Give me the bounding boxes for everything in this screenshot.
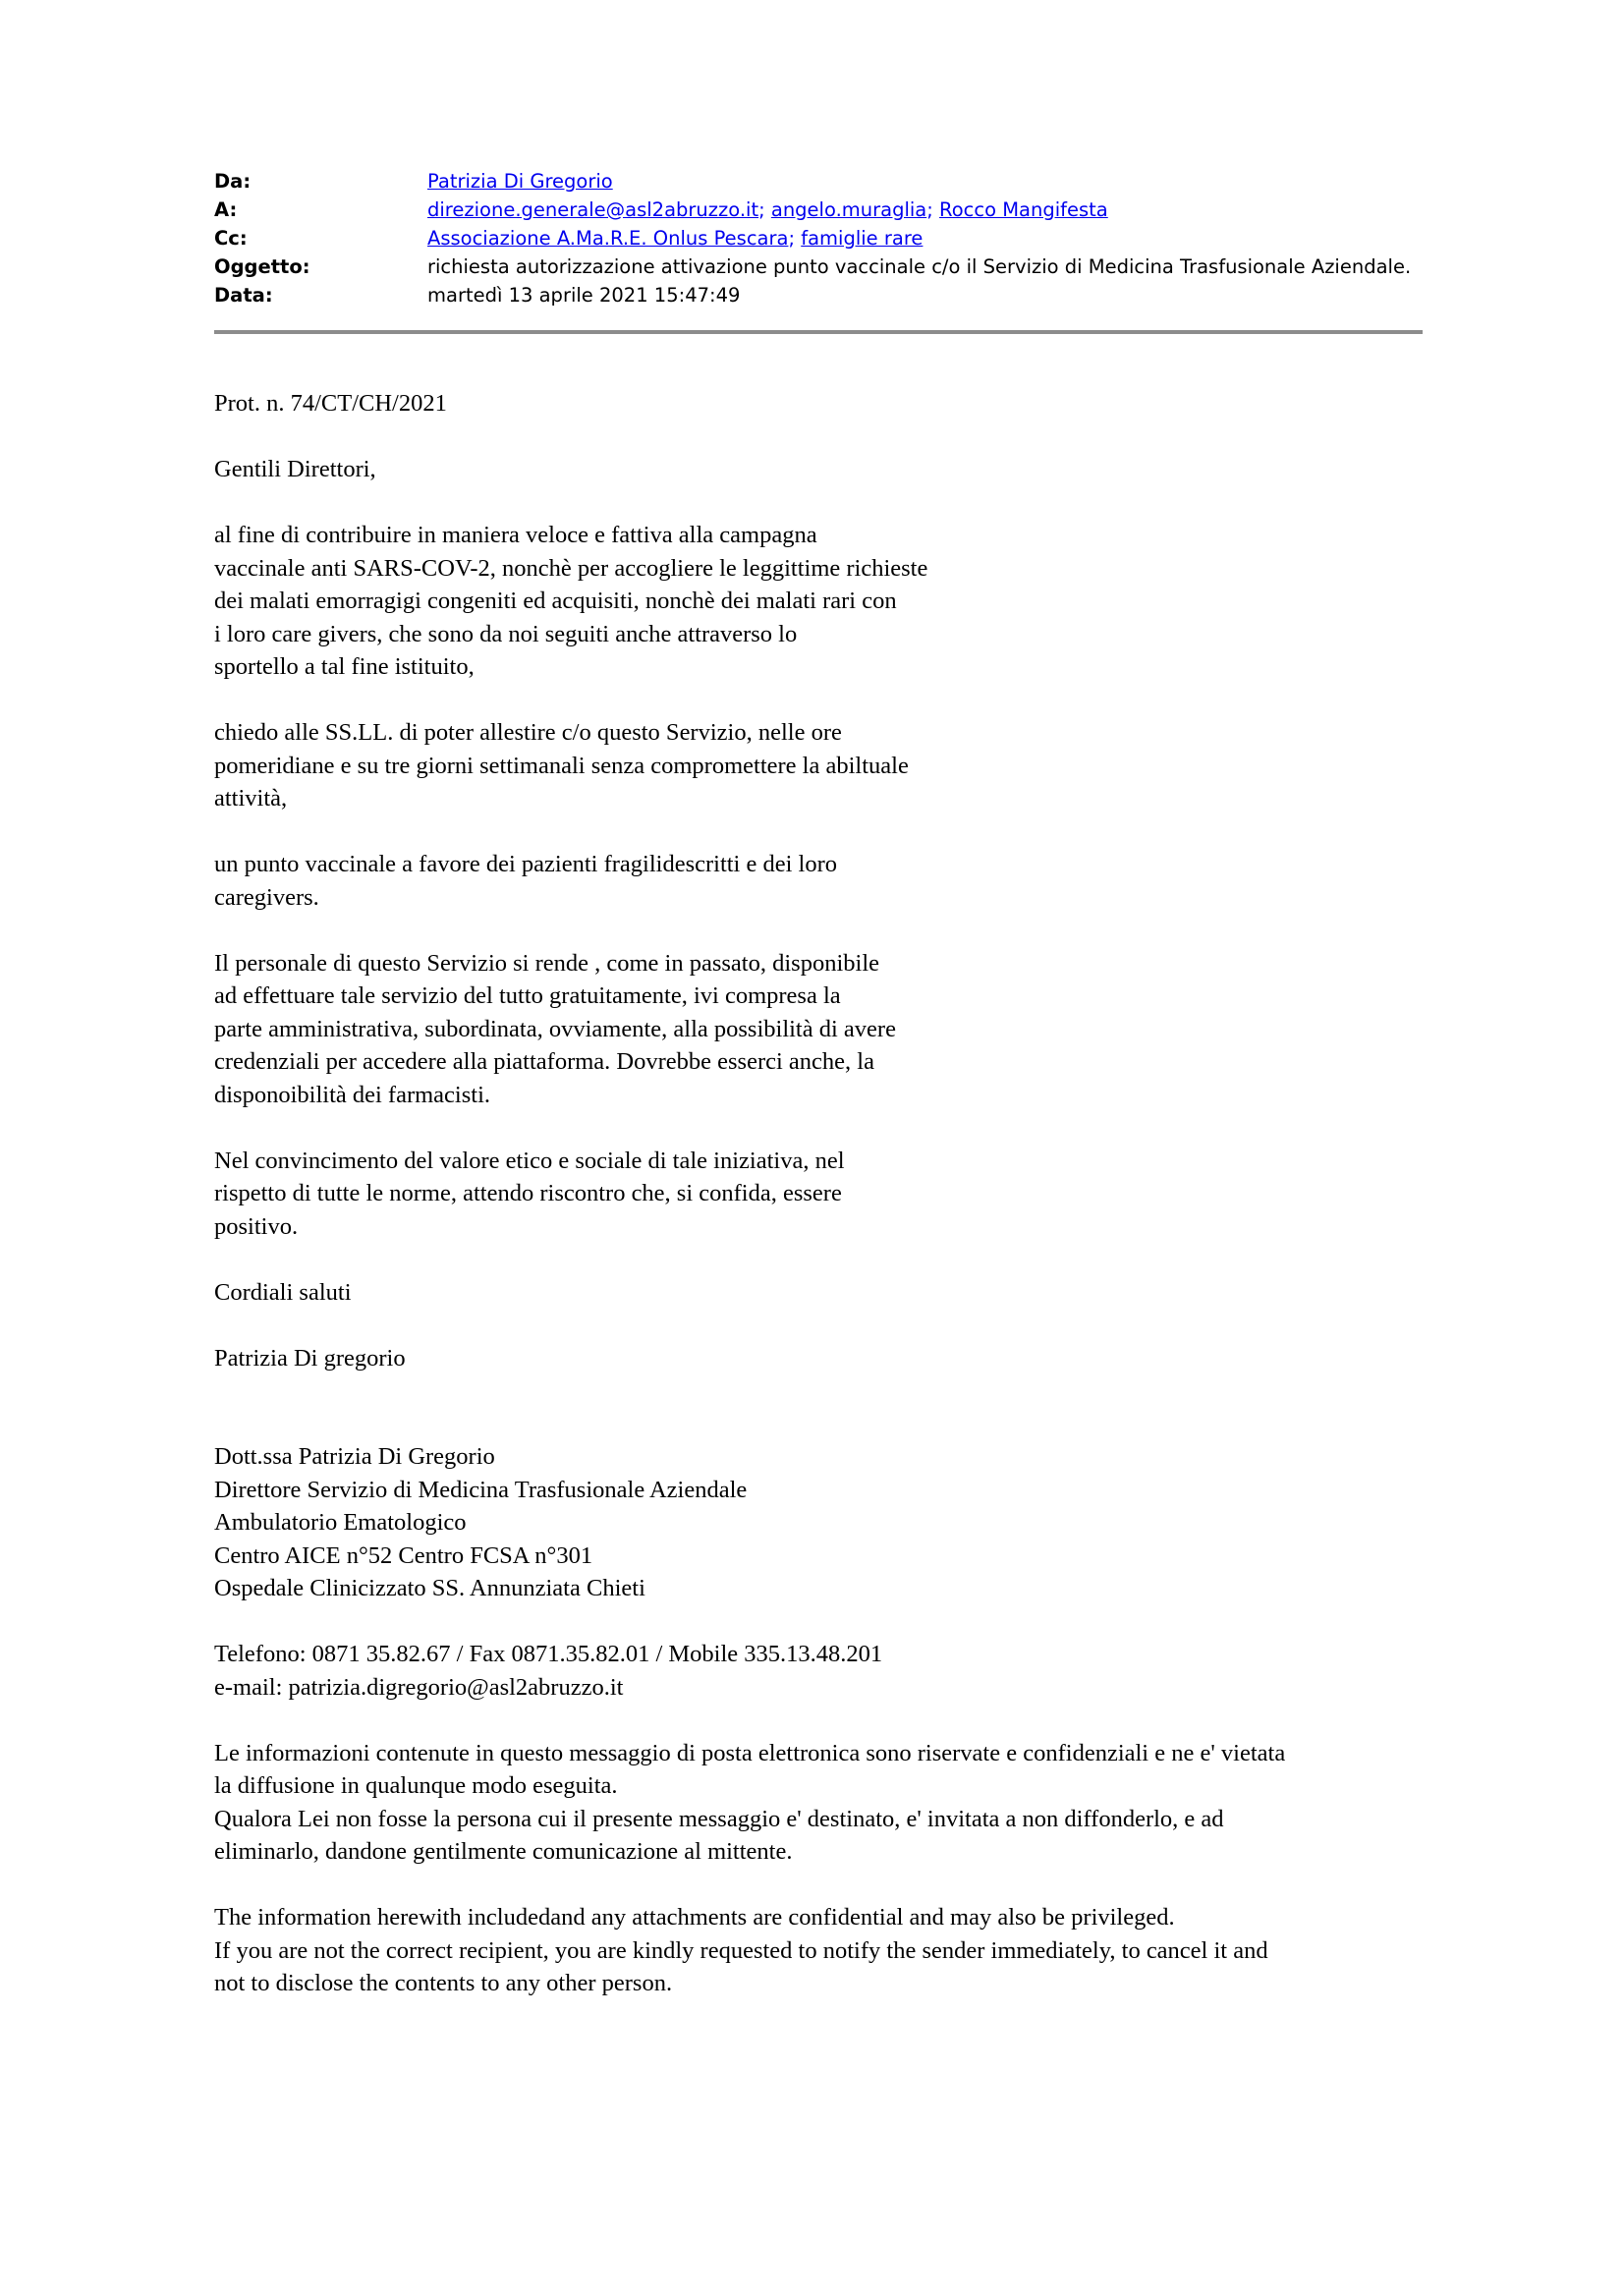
cc-label: Cc: xyxy=(214,227,248,250)
date-row xyxy=(214,281,1423,309)
signature-block: Dott.ssa Patrizia Di Gregorio Direttore Servizio di Medicina Trasfusionale Aziendale Ambulatorio Ematologico Centro AICE n°52 Centro FCSA n°301 Ospedale Clinicizzato SS. Annunziata Chieti xyxy=(214,1443,748,1601)
cc-recipient-link[interactable]: Associazione A.Ma.R.E. Onlus Pescara xyxy=(427,227,789,250)
greeting: Gentili Direttori, xyxy=(214,456,376,482)
recipient-separator: ; xyxy=(926,198,933,221)
to-row xyxy=(214,196,1423,224)
protocol-number: Prot. n. 74/CT/CH/2021 xyxy=(214,390,447,417)
to-value xyxy=(427,196,1423,224)
from-value xyxy=(427,167,1423,196)
from-row xyxy=(214,167,1423,196)
sender-link[interactable]: Patrizia Di Gregorio xyxy=(427,170,613,193)
cc-row xyxy=(214,224,1423,252)
email-body xyxy=(214,387,1423,2033)
date-label: Data: xyxy=(214,284,273,307)
subject-value: richiesta autorizzazione attivazione punto vaccinale c/o il Servizio di Medicina Trasfusionale Aziendale. xyxy=(427,255,1412,278)
recipient-link[interactable]: Rocco Mangifesta xyxy=(939,198,1108,221)
to-label: A: xyxy=(214,198,238,221)
signature-name: Patrizia Di gregorio xyxy=(214,1344,406,1372)
closing: Cordiali saluti xyxy=(214,1278,352,1306)
disclaimer-italian: Le informazioni contenute in questo messaggio di posta elettronica sono riservate e confidenziali e ne e' vietata la diffusione in qualunque modo eseguita. Qualora Lei non fosse la persona cui il presente messaggio e' destinato, e' invitata a non diffonderlo, e ad eliminarlo, dandone gentilmente comunicazione al mittente. xyxy=(214,1739,1286,1865)
subject-row xyxy=(214,252,1423,281)
paragraph-purpose: al fine di contribuire in maniera veloce e fattiva alla campagna vaccinale anti SARS-COV-2, nonchè per accogliere le leggittime richieste dei malati emorragigi congeniti ed acquisiti, nonchè dei malati rari con i loro care givers, che sono da noi seguiti anche attraverso lo sportello a tal fine istituito, xyxy=(214,522,928,680)
paragraph-request: chiedo alle SS.LL. di poter allestire c/o questo Servizio, nelle ore pomeridiane e su tre giorni settimanali senza compromettere la abiltuale attività, xyxy=(214,719,909,812)
recipient-separator: ; xyxy=(788,227,796,250)
email-header xyxy=(214,167,1423,309)
paragraph-staff: Il personale di questo Servizio si rende , come in passato, disponibile ad effettuare tale servizio del tutto gratuitamente, ivi compresa la parte amministrativa, subordinata, ovviamente, alla possibilità di avere credenziali per accedere alla piattaforma. Dovrebbe esserci anche, la disponoibilità dei farmacisti. xyxy=(214,949,896,1108)
contact-info: Telefono: 0871 35.82.67 / Fax 0871.35.82.01 / Mobile 335.13.48.201 e-mail: patrizia.digregorio@asl2abruzzo.it xyxy=(214,1641,883,1701)
disclaimer-english: The information herewith includedand any attachments are confidential and may also be privileged. If you are not the correct recipient, you are kindly requested to notify the sender immediately, to cancel it and not to disclose the contents to any other person. xyxy=(214,1904,1268,1996)
subject-label: Oggetto: xyxy=(214,255,310,278)
cc-recipient-link[interactable]: famiglie rare xyxy=(801,227,924,250)
from-label: Da: xyxy=(214,170,252,193)
date-value: martedì 13 aprile 2021 15:47:49 xyxy=(427,284,741,307)
paragraph-conclusion: Nel convincimento del valore etico e sociale di tale iniziativa, nel rispetto di tutte le norme, attendo riscontro che, si confida, essere positivo. xyxy=(214,1147,845,1240)
header-divider xyxy=(214,330,1423,334)
recipient-link[interactable]: direzione.generale@asl2abruzzo.it xyxy=(427,198,759,221)
recipient-separator: ; xyxy=(758,198,765,221)
recipient-link[interactable]: angelo.muraglia xyxy=(770,198,927,221)
cc-value xyxy=(427,224,1423,252)
paragraph-vaccination-point: un punto vaccinale a favore dei pazienti fragilidescritti e dei loro caregivers. xyxy=(214,851,838,911)
